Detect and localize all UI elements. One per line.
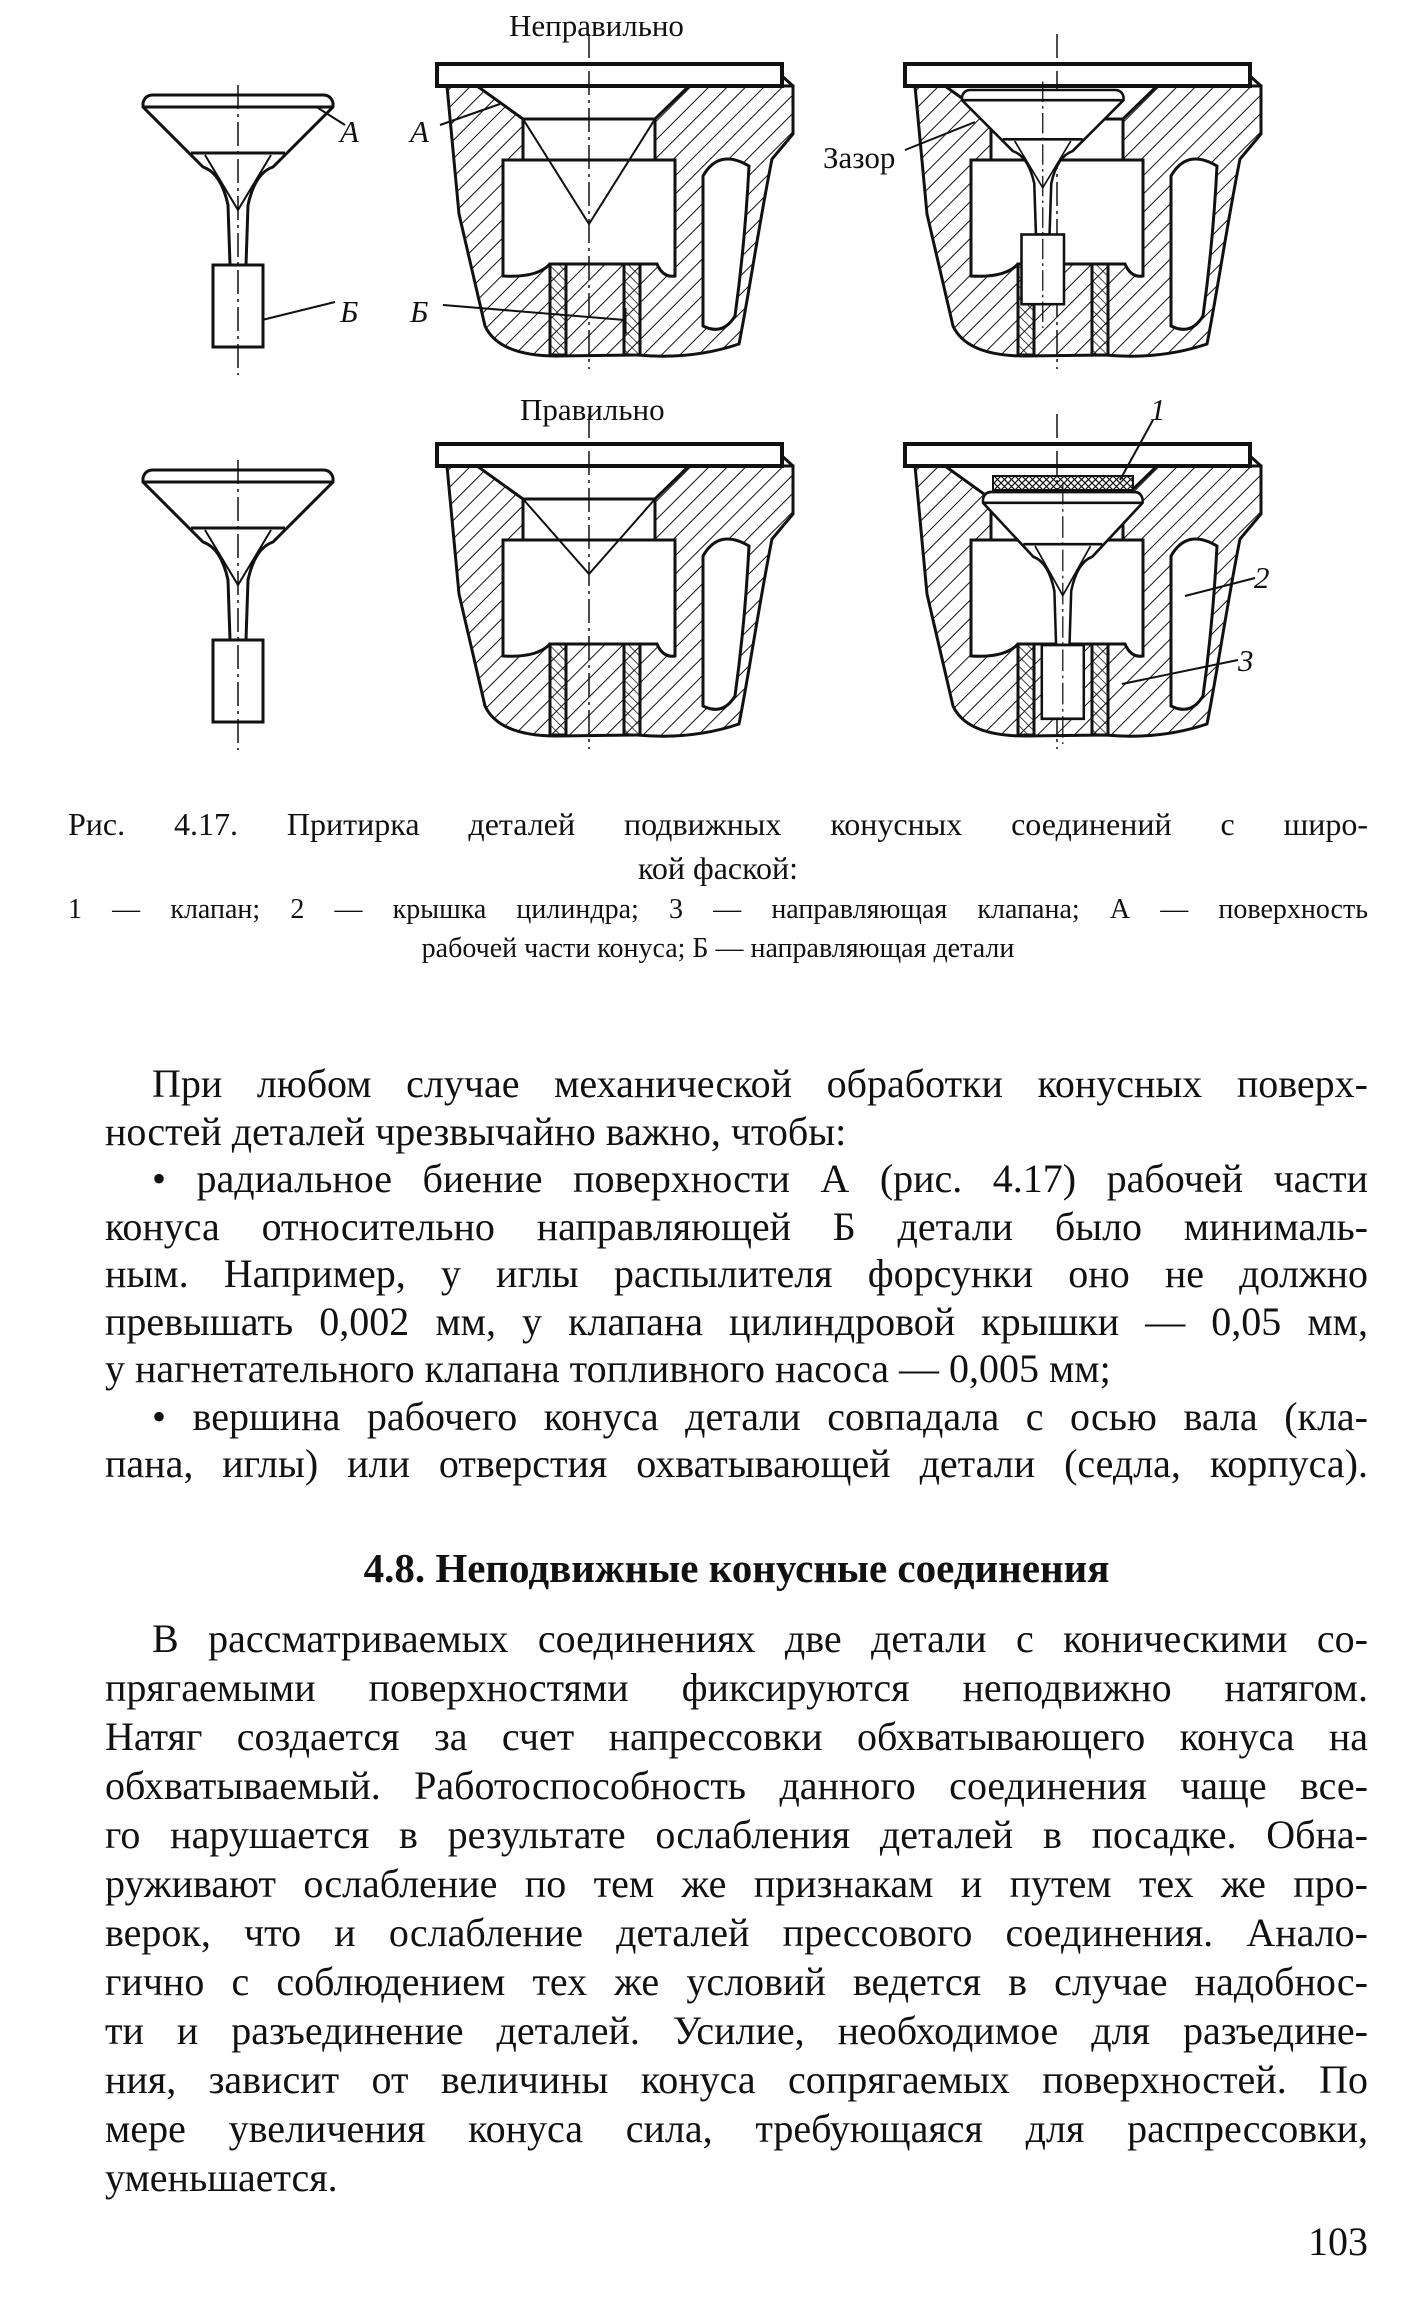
housing-right-1	[437, 414, 793, 749]
text-line: • радиальное биение поверхности А (рис. 4.17) рабочей части	[152, 1156, 1368, 1201]
text-line: мере увеличения конуса сила, требующаяся для распрессовки,	[105, 2106, 1368, 2151]
label-a-valve: А	[340, 114, 359, 149]
label-3: 3	[1238, 643, 1254, 678]
legend-line: рабочей части конуса; Б — направляющая детали	[421, 933, 1015, 964]
text-line: уменьшается.	[105, 2155, 338, 2200]
text-line: конуса относительно направляющей Б детали было минималь-	[105, 1203, 1368, 1249]
text-line: у нагнетательного клапана топливного насоса — 0,005 мм;	[105, 1346, 1111, 1391]
text-line: ния, зависит от величины конуса сопрягаемых поверхностей. По	[105, 2057, 1368, 2102]
text-line: гично с соблюдением тех же условий ведется в случае надобнос-	[105, 1959, 1368, 2004]
text-line: ти и разъединение деталей. Усилие, необходимое для разъедине-	[105, 2008, 1368, 2053]
text-line: руживают ослабление по тем же признакам и путем тех же про-	[105, 1861, 1368, 1906]
figure-caption	[68, 802, 1368, 968]
label-1: 1	[1150, 392, 1166, 427]
text-line: ным. Например, у иглы распылителя форсунки оно не должно	[105, 1251, 1368, 1296]
label-2: 2	[1254, 560, 1270, 595]
text-line: го нарушается в результате ослабления деталей в посадке. Обна-	[105, 1812, 1368, 1857]
label-wrong: Неправильно	[509, 8, 684, 43]
page-number: 103	[1308, 2219, 1368, 2264]
text-line: превышать 0,002 мм, у клапана цилиндровой крышки — 0,05 мм,	[105, 1298, 1368, 1344]
caption-line: Рис. 4.17. Притирка деталей подвижных конусных соединений с широ-	[68, 806, 1368, 842]
label-a-housing: А	[410, 114, 429, 149]
housing-wrong-2	[905, 34, 1261, 369]
valve-right	[143, 460, 333, 750]
label-b-housing: Б	[410, 294, 429, 329]
text-line: пана, иглы) или отверстия охватывающей детали (седла, корпуса).	[105, 1441, 1368, 1486]
text-line: В рассматриваемых соединениях две детали с коническими со-	[152, 1616, 1368, 1661]
text-line: обхватываемый. Работоспособность данного соединения чаще все-	[105, 1763, 1368, 1808]
valve-diagram	[0, 0, 1418, 760]
section-heading: 4.8. Неподвижные конусные соединения	[363, 1545, 1110, 1591]
caption-line: кой фаской:	[637, 850, 799, 886]
figure-4-17	[0, 0, 1418, 760]
paragraph-requirements	[105, 1060, 1368, 1488]
label-gap: Зазор	[823, 140, 896, 175]
text-line: • вершина рабочего конуса детали совпадала с осью вала (кла-	[152, 1393, 1368, 1439]
legend-line: 1 — клапан; 2 — крышка цилиндра; 3 — направляющая клапана; А — поверхность	[68, 894, 1368, 925]
text-line: Натяг создается за счет напрессовки обхватывающего конуса на	[105, 1714, 1368, 1759]
text-line: ностей деталей чрезвычайно важно, чтобы:	[105, 1108, 847, 1154]
label-b-valve: Б	[340, 294, 359, 329]
valve-wrong	[143, 85, 333, 375]
text-line: верок, что и ослабление деталей прессового соединения. Анало-	[105, 1910, 1368, 1955]
text-line: При любом случае механической обработки конусных поверх-	[152, 1061, 1368, 1106]
label-right: Правильно	[520, 392, 665, 427]
text-line: прягаемыми поверхностями фиксируются неподвижно натягом.	[105, 1665, 1368, 1710]
paragraph-fixed-joints	[105, 1614, 1368, 2202]
